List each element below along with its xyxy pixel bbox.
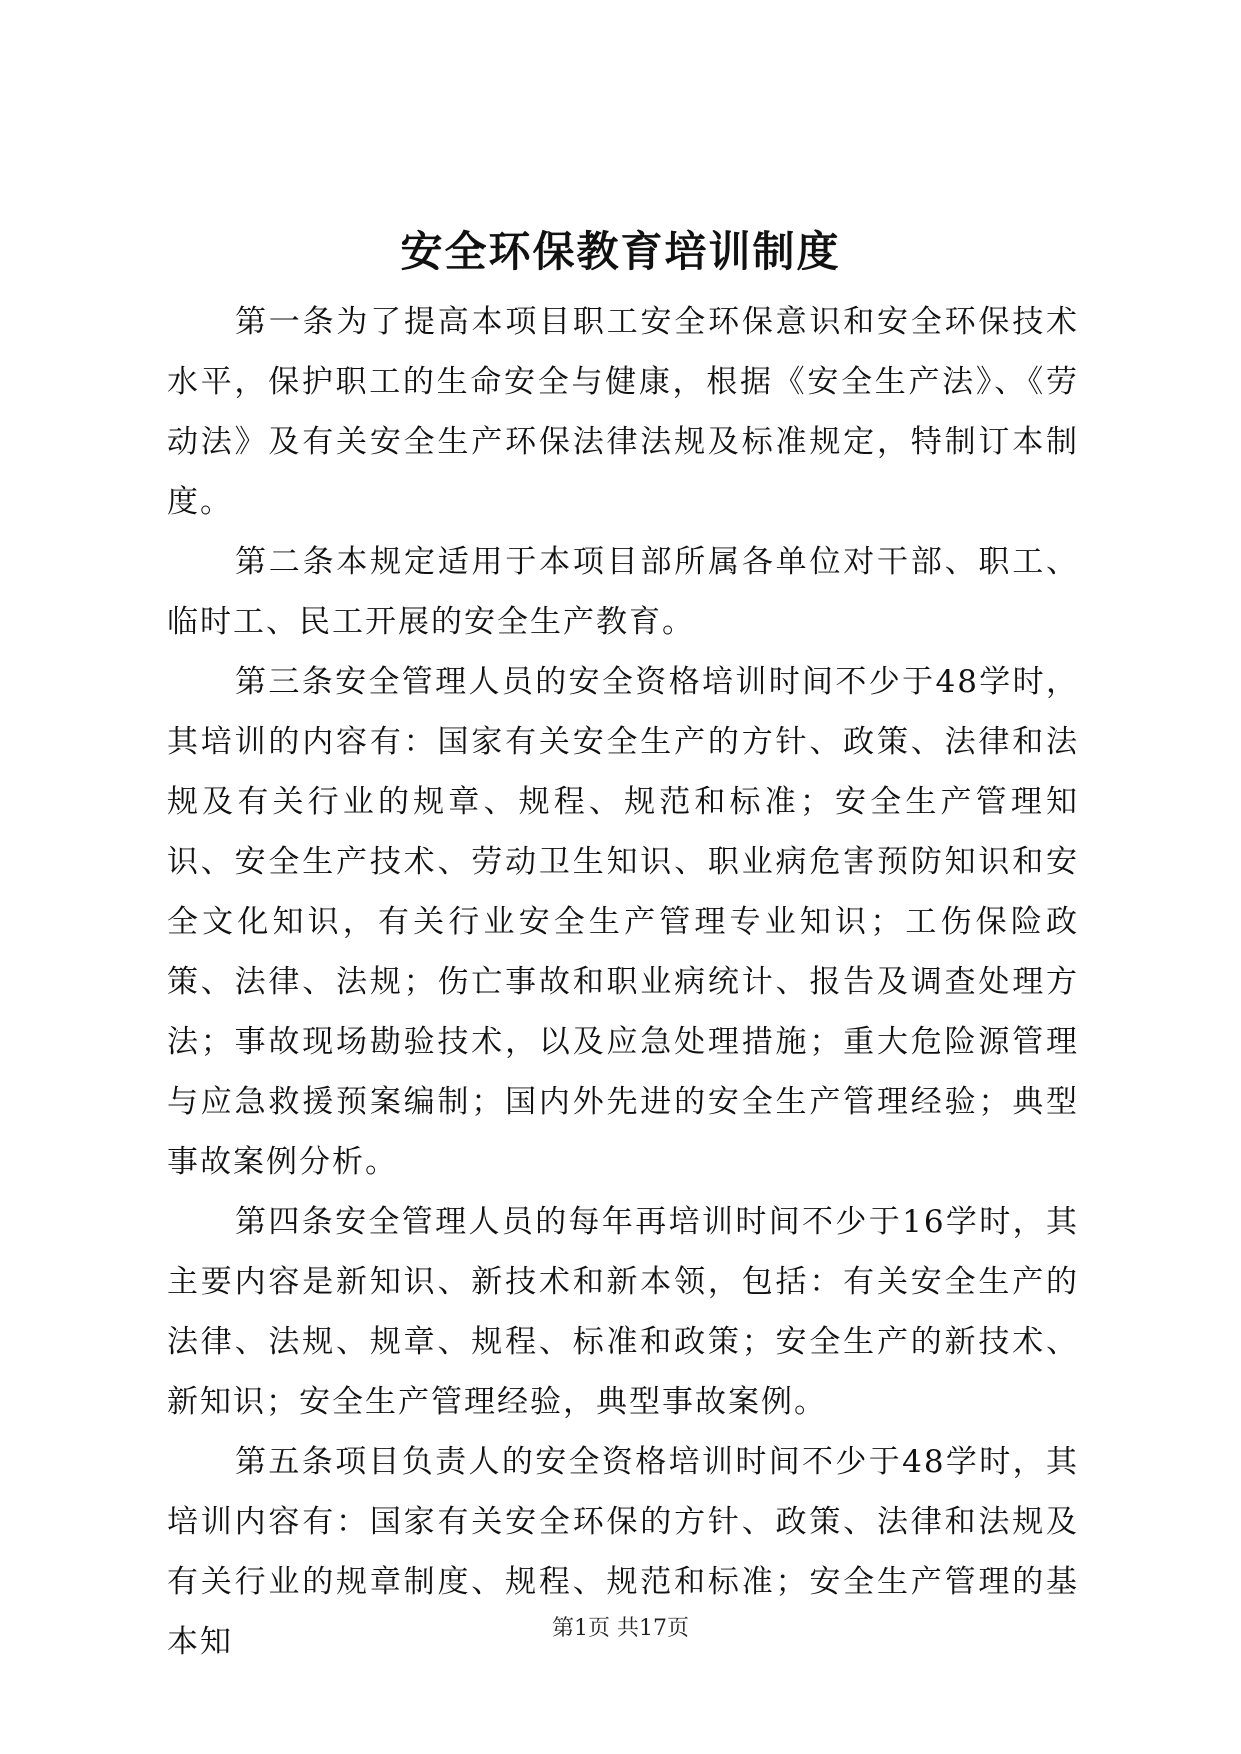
article-3-paragraph: 第三条安全管理人员的安全资格培训时间不少于48学时，其培训的内容有：国家有关安全生产的方针、政策、法律和法规及有关行业的规章、规程、规范和标准；安全生产管理知识、安全生产技术、劳动卫生知识、职业病危害预防知识和安全文化知识，有关行业安全生产管理专业知识；工伤保险政策、法律、法规；伤亡事故和职业病统计、报告及调查处理方法；事故现场勘验技术，以及应急处理措施；重大危险源管理与应急救援预案编制；国内外先进的安全生产管理经验；典型事故案例分析。 (167, 664, 1079, 1180)
article-5-paragraph: 第五条项目负责人的安全资格培训时间不少于48学时，其培训内容有：国家有关安全环保的方针、政策、法律和法规及有关行业的规章制度、规程、规范和标准；安全生产管理的基本知 (167, 1444, 1079, 1660)
article-4-paragraph: 第四条安全管理人员的每年再培训时间不少于16学时，其主要内容是新知识、新技术和新本领，包括：有关安全生产的法律、法规、规章、规程、标准和政策；安全生产的新技术、新知识；安全生产管理经验，典型事故案例。 (167, 1204, 1079, 1420)
article-1-paragraph: 第一条为了提高本项目职工安全环保意识和安全环保技术水平，保护职工的生命安全与健康，根据《安全生产法》、《劳动法》及有关安全生产环保法律法规及标准规定，特制订本制度。 (167, 304, 1079, 520)
document-title: 安全环保教育培训制度 (400, 227, 841, 276)
article-2-paragraph: 第二条本规定适用于本项目部所属各单位对干部、职工、临时工、民工开展的安全生产教育。 (167, 544, 1079, 640)
page-number-footer: 第1页 共17页 (552, 1616, 689, 1641)
document-body (167, 292, 1079, 1672)
